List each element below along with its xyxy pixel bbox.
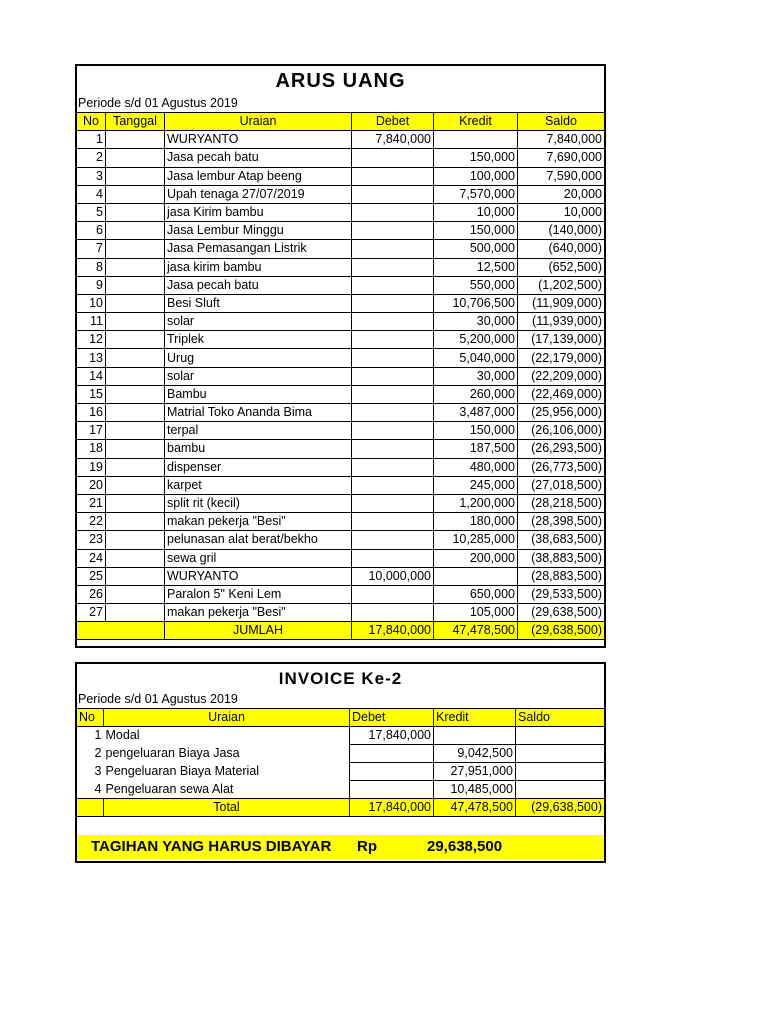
- arus-table-row: [77, 149, 605, 167]
- arus-table-row: [77, 240, 605, 258]
- invoice-cell: [516, 763, 605, 781]
- arus-cell: [106, 549, 165, 567]
- arus-cell: [352, 222, 434, 240]
- invoice-table-row: [77, 781, 605, 799]
- arus-cell: Jasa pecah batu: [165, 149, 352, 167]
- arus-cell: 105,000: [434, 604, 518, 622]
- arus-cell: 10,706,500: [434, 294, 518, 312]
- arus-cell: Jasa lembur Atap beeng: [165, 167, 352, 185]
- invoice-cell: Pengeluaran sewa Alat: [105, 781, 234, 796]
- arus-cell: 100,000: [434, 167, 518, 185]
- arus-cell: 15: [77, 385, 106, 403]
- arus-cell: [106, 367, 165, 385]
- arus-cell: 3: [77, 167, 106, 185]
- arus-cell: 5: [77, 203, 106, 221]
- invoice-total-label: Total: [104, 799, 350, 817]
- arus-cell: 180,000: [434, 513, 518, 531]
- arus-cell: (640,000): [518, 240, 605, 258]
- arus-cell: 480,000: [434, 458, 518, 476]
- arus-cell: 12,500: [434, 258, 518, 276]
- arus-cell: (26,106,000): [518, 422, 605, 440]
- arus-cell: (1,202,500): [518, 276, 605, 294]
- arus-cell: 550,000: [434, 276, 518, 294]
- arus-cell: solar: [165, 313, 352, 331]
- arus-cell: (25,956,000): [518, 404, 605, 422]
- arus-cell: [352, 240, 434, 258]
- arus-cell: 1,200,000: [434, 494, 518, 512]
- invoice-table: [76, 708, 605, 817]
- invoice-cell: 1: [94, 728, 102, 743]
- invoice-header-row: [77, 709, 605, 727]
- arus-cell: makan pekerja "Besi": [165, 604, 352, 622]
- arus-cell: (26,293,500): [518, 440, 605, 458]
- invoice-total-kredit: 47,478,500: [434, 799, 516, 817]
- invoice-periode: Periode s/d 01 Agustus 2019: [78, 692, 238, 706]
- invoice-cell: [350, 745, 434, 763]
- arus-cell: [106, 313, 165, 331]
- arus-cell: 27: [77, 604, 106, 622]
- arus-cell: (26,773,500): [518, 458, 605, 476]
- arus-cell: (140,000): [518, 222, 605, 240]
- invoice-header-cell: Saldo: [516, 709, 605, 727]
- arus-cell: 22: [77, 513, 106, 531]
- arus-table-row: [77, 531, 605, 549]
- arus-cell: (11,939,000): [518, 313, 605, 331]
- tagihan-label: TAGIHAN YANG HARUS DIBAYAR: [91, 838, 332, 855]
- arus-total-spacer: [77, 622, 165, 640]
- arus-cell: 30,000: [434, 313, 518, 331]
- arus-cell: 23: [77, 531, 106, 549]
- arus-cell: 2: [77, 149, 106, 167]
- arus-table-row: [77, 440, 605, 458]
- arus-cell: (22,179,000): [518, 349, 605, 367]
- arus-table-row: [77, 549, 605, 567]
- arus-cell: [352, 185, 434, 203]
- arus-cell: 8: [77, 258, 106, 276]
- invoice-cell: [516, 727, 605, 745]
- arus-table-row: [77, 604, 605, 622]
- arus-cell: [106, 585, 165, 603]
- arus-cell: (22,469,000): [518, 385, 605, 403]
- invoice-table-row: [77, 763, 605, 781]
- arus-cell: 260,000: [434, 385, 518, 403]
- arus-cell: [352, 258, 434, 276]
- arus-cell: [106, 258, 165, 276]
- arus-cell: 150,000: [434, 222, 518, 240]
- invoice-cell: 9,042,500: [434, 745, 516, 763]
- invoice-total-spacer: [77, 799, 104, 817]
- arus-cell: [106, 567, 165, 585]
- arus-cell: 10,000: [434, 203, 518, 221]
- arus-cell: [106, 531, 165, 549]
- arus-table-row: [77, 331, 605, 349]
- invoice-cell: Modal: [105, 728, 140, 743]
- invoice-sheet: [75, 662, 606, 863]
- arus-cell: [106, 203, 165, 221]
- arus-cell: (652,500): [518, 258, 605, 276]
- arus-cell: 13: [77, 349, 106, 367]
- arus-table-row: [77, 349, 605, 367]
- arus-cell: 7: [77, 240, 106, 258]
- arus-cell: Urug: [165, 349, 352, 367]
- arus-table-row: [77, 258, 605, 276]
- arus-cell: (11,909,000): [518, 294, 605, 312]
- arus-cell: 26: [77, 585, 106, 603]
- tagihan-amount: 29,638,500: [427, 838, 503, 855]
- arus-header-cell: Uraian: [165, 113, 352, 131]
- arus-cell: 10,000,000: [352, 567, 434, 585]
- arus-cell: split rit (kecil): [165, 494, 352, 512]
- arus-table-row: [77, 458, 605, 476]
- arus-cell: [352, 604, 434, 622]
- invoice-cell: 27,951,000: [434, 763, 516, 781]
- arus-cell: Triplek: [165, 331, 352, 349]
- invoice-header-cell: Kredit: [434, 709, 516, 727]
- arus-cell: [352, 313, 434, 331]
- arus-header-cell: Debet: [352, 113, 434, 131]
- arus-cell: [106, 440, 165, 458]
- arus-table-row: [77, 131, 605, 149]
- arus-cell: [352, 149, 434, 167]
- arus-table-row: [77, 585, 605, 603]
- invoice-header-cell: Debet: [350, 709, 434, 727]
- arus-cell: [352, 349, 434, 367]
- arus-cell: (17,139,000): [518, 331, 605, 349]
- invoice-cell: 10,485,000: [434, 781, 516, 799]
- arus-cell: (28,883,500): [518, 567, 605, 585]
- arus-cell: 10,000: [518, 203, 605, 221]
- arus-cell: [106, 385, 165, 403]
- arus-cell: 7,840,000: [518, 131, 605, 149]
- arus-table-row: [77, 422, 605, 440]
- arus-cell: 18: [77, 440, 106, 458]
- arus-cell: 25: [77, 567, 106, 585]
- arus-cell: 7,840,000: [352, 131, 434, 149]
- arus-total-debet: 17,840,000: [352, 622, 434, 640]
- arus-cell: sewa gril: [165, 549, 352, 567]
- arus-cell: [106, 458, 165, 476]
- arus-cell: 200,000: [434, 549, 518, 567]
- arus-cell: 20,000: [518, 185, 605, 203]
- arus-cell: [352, 167, 434, 185]
- arus-cell: terpal: [165, 422, 352, 440]
- invoice-cell: 17,840,000: [350, 727, 434, 745]
- arus-cell: (27,018,500): [518, 476, 605, 494]
- invoice-total-debet: 17,840,000: [350, 799, 434, 817]
- arus-table-row: [77, 494, 605, 512]
- arus-cell: Jasa Pemasangan Listrik: [165, 240, 352, 258]
- arus-cell: 17: [77, 422, 106, 440]
- invoice-cell: [350, 763, 434, 781]
- invoice-cell: [350, 781, 434, 799]
- arus-cell: 21: [77, 494, 106, 512]
- arus-cell: (22,209,000): [518, 367, 605, 385]
- arus-table-row: [77, 367, 605, 385]
- arus-cell: Besi Sluft: [165, 294, 352, 312]
- arus-cell: karpet: [165, 476, 352, 494]
- invoice-header-cell: No: [77, 709, 104, 727]
- invoice-table-row: [77, 727, 605, 745]
- arus-cell: Jasa pecah batu: [165, 276, 352, 294]
- arus-cell: 30,000: [434, 367, 518, 385]
- arus-cell: [352, 367, 434, 385]
- arus-cell: 11: [77, 313, 106, 331]
- arus-cell: [106, 222, 165, 240]
- arus-cell: (28,218,500): [518, 494, 605, 512]
- arus-cell: 14: [77, 367, 106, 385]
- arus-cell: (28,398,500): [518, 513, 605, 531]
- arus-cell: [106, 494, 165, 512]
- arus-cell: [106, 513, 165, 531]
- arus-cell: [106, 422, 165, 440]
- arus-cell: Paralon 5" Keni Lem: [165, 585, 352, 603]
- arus-cell: WURYANTO: [165, 567, 352, 585]
- arus-cell: [106, 276, 165, 294]
- arus-cell: 12: [77, 331, 106, 349]
- arus-cell: [352, 422, 434, 440]
- arus-cell: 1: [77, 131, 106, 149]
- arus-cell: makan pekerja "Besi": [165, 513, 352, 531]
- tagihan-currency: Rp: [357, 838, 377, 855]
- arus-header-row: [77, 113, 605, 131]
- invoice-header-cell: Uraian: [104, 709, 350, 727]
- arus-cell: 16: [77, 404, 106, 422]
- arus-table-row: [77, 567, 605, 585]
- arus-cell: dispenser: [165, 458, 352, 476]
- arus-header-cell: Saldo: [518, 113, 605, 131]
- arus-header-cell: Tanggal: [106, 113, 165, 131]
- arus-uang-table: [76, 112, 605, 640]
- arus-uang-sheet: [75, 64, 606, 648]
- arus-cell: solar: [165, 367, 352, 385]
- arus-cell: [352, 549, 434, 567]
- arus-cell: [106, 167, 165, 185]
- arus-cell: [106, 349, 165, 367]
- arus-table-row: [77, 185, 605, 203]
- arus-table-row: [77, 313, 605, 331]
- arus-cell: 6: [77, 222, 106, 240]
- arus-cell: [106, 331, 165, 349]
- arus-table-row: [77, 513, 605, 531]
- arus-cell: [352, 440, 434, 458]
- arus-cell: [106, 240, 165, 258]
- arus-total-label: JUMLAH: [165, 622, 352, 640]
- arus-cell: [352, 276, 434, 294]
- arus-cell: 650,000: [434, 585, 518, 603]
- arus-cell: jasa Kirim bambu: [165, 203, 352, 221]
- arus-cell: pelunasan alat berat/bekho: [165, 531, 352, 549]
- invoice-cell: [516, 781, 605, 799]
- arus-cell: [352, 531, 434, 549]
- arus-cell: 10,285,000: [434, 531, 518, 549]
- arus-cell: [434, 567, 518, 585]
- arus-cell: 5,040,000: [434, 349, 518, 367]
- arus-cell: Bambu: [165, 385, 352, 403]
- arus-table-row: [77, 167, 605, 185]
- arus-cell: [352, 585, 434, 603]
- arus-cell: [106, 476, 165, 494]
- arus-header-cell: No: [77, 113, 106, 131]
- invoice-title: INVOICE Ke-2: [278, 669, 403, 688]
- arus-cell: (29,638,500): [518, 604, 605, 622]
- arus-table-row: [77, 294, 605, 312]
- arus-table-row: [77, 385, 605, 403]
- invoice-cell: 2: [94, 746, 102, 760]
- arus-total-kredit: 47,478,500: [434, 622, 518, 640]
- arus-table-row: [77, 222, 605, 240]
- arus-cell: [106, 131, 165, 149]
- arus-table-row: [77, 203, 605, 221]
- arus-cell: 7,590,000: [518, 167, 605, 185]
- invoice-table-row: [77, 745, 605, 763]
- arus-cell: 20: [77, 476, 106, 494]
- arus-cell: [352, 513, 434, 531]
- arus-cell: jasa kirim bambu: [165, 258, 352, 276]
- invoice-cell: [516, 745, 605, 763]
- arus-uang-title: ARUS UANG: [275, 70, 406, 92]
- arus-cell: (29,533,500): [518, 585, 605, 603]
- arus-table-row: [77, 404, 605, 422]
- arus-cell: 187,500: [434, 440, 518, 458]
- arus-cell: bambu: [165, 440, 352, 458]
- arus-cell: [434, 131, 518, 149]
- arus-cell: [352, 294, 434, 312]
- arus-cell: 500,000: [434, 240, 518, 258]
- arus-cell: 5,200,000: [434, 331, 518, 349]
- arus-cell: (38,883,500): [518, 549, 605, 567]
- arus-cell: 7,690,000: [518, 149, 605, 167]
- arus-cell: 24: [77, 549, 106, 567]
- arus-total-row: [77, 622, 605, 640]
- arus-cell: [352, 458, 434, 476]
- arus-cell: 3,487,000: [434, 404, 518, 422]
- arus-cell: 19: [77, 458, 106, 476]
- arus-cell: [352, 331, 434, 349]
- arus-cell: 245,000: [434, 476, 518, 494]
- arus-cell: [352, 385, 434, 403]
- arus-header-cell: Kredit: [434, 113, 518, 131]
- invoice-total-saldo: (29,638,500): [516, 799, 605, 817]
- arus-cell: [352, 404, 434, 422]
- arus-cell: 9: [77, 276, 106, 294]
- arus-cell: Jasa Lembur Minggu: [165, 222, 352, 240]
- invoice-cell: 3: [94, 764, 102, 778]
- arus-cell: [106, 185, 165, 203]
- invoice-cell: pengeluaran Biaya Jasa: [105, 746, 240, 760]
- arus-cell: [352, 476, 434, 494]
- invoice-cell: [434, 727, 516, 745]
- arus-cell: 7,570,000: [434, 185, 518, 203]
- arus-cell: WURYANTO: [165, 131, 352, 149]
- arus-cell: [352, 494, 434, 512]
- arus-cell: [106, 604, 165, 622]
- arus-cell: 4: [77, 185, 106, 203]
- arus-cell: 150,000: [434, 422, 518, 440]
- arus-cell: Matrial Toko Ananda Bima: [165, 404, 352, 422]
- arus-cell: [106, 149, 165, 167]
- arus-cell: [106, 294, 165, 312]
- arus-cell: 150,000: [434, 149, 518, 167]
- invoice-cell: 4: [94, 781, 102, 796]
- arus-uang-periode: Periode s/d 01 Agustus 2019: [78, 96, 238, 110]
- arus-cell: [352, 203, 434, 221]
- arus-cell: Upah tenaga 27/07/2019: [165, 185, 352, 203]
- arus-cell: 10: [77, 294, 106, 312]
- arus-table-row: [77, 276, 605, 294]
- arus-table-row: [77, 476, 605, 494]
- arus-cell: [106, 404, 165, 422]
- arus-cell: (38,683,500): [518, 531, 605, 549]
- tagihan-bar: [77, 835, 604, 859]
- arus-total-saldo: (29,638,500): [518, 622, 605, 640]
- invoice-cell: Pengeluaran Biaya Material: [105, 764, 260, 778]
- invoice-total-row: [77, 799, 605, 817]
